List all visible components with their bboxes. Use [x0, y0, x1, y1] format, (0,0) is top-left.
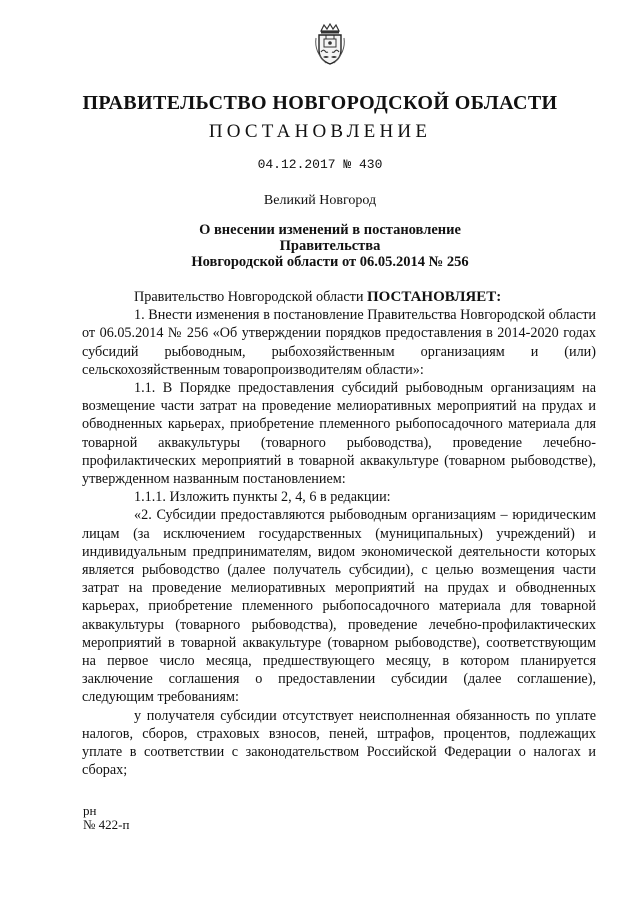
lead-text: Правительство Новгородской области — [134, 289, 367, 305]
lead-paragraph — [82, 288, 596, 306]
paragraph-1: 1. Внести изменения в постановление Правительства Новгородской области от 06.05.2014 № 256 «Об утверждении порядков предоставления в 2014-2020 годах субсидий рыбоводным, рыбохозяйственным организациям и (или) сельскохозяйственным товаропроизводителям области»: — [82, 307, 596, 378]
paragraph-1-1: 1.1. В Порядке предоставления субсидий рыбоводным организациям на возмещение части затрат на проведение мелиоративных мероприятий на прудах и обводненных карьерах, приобретение племенного рыбопосадочного материала для товарной аквакультуры (товарного рыбоводства), проведение лечебно-профилактических мероприятий в товарной аквакультуре (товарном рыбоводстве), утвержденном названным постановлением: — [82, 380, 596, 488]
subject-line-1: О внесении изменений в постановление Правительства — [199, 222, 461, 254]
footer-number: № 422-п — [83, 817, 130, 832]
date-and-number: 04.12.2017 № 430 — [257, 157, 383, 172]
subject-line-2: Новгородской области от 06.05.2014 № 256 — [191, 254, 469, 270]
city: Великий Новгород — [263, 193, 377, 208]
document-body — [82, 288, 596, 779]
paragraph-point-2: «2. Субсидии предоставляются рыбоводным организациям – юридическим лицам (за исключением государственных (муниципальных) учреждений) и индивидуальным предпринимателям, видом экономической деятельности которых является рыбоводство (далее получатель субсидии), с целью возмещения части затрат на проведение мелиоративных мероприятий на прудах и обводненных карьерах, приобретение племенного рыбопосадочного материала для товарной аквакультуры (товарного рыбоводства), проведение лечебно-профилактических мероприятий в товарной аквакультуре (товарном рыбоводстве), соответствующим на первое число месяца, предшествующего месяцу, в котором планируется заключение соглашения о предоставлении субсидии (далее соглашение), следующим требованиям: — [82, 507, 596, 706]
footer-marks — [83, 804, 129, 831]
coat-of-arms-icon — [312, 22, 348, 66]
document-type: ПОСТАНОВЛЕНИЕ — [208, 121, 432, 142]
paragraph-requirement: у получателя субсидии отсутствует неисполненная обязанность по уплате налогов, сборов, страховых взносов, пеней, штрафов, процентов, подлежащих уплате в соответствии с законодательством Российской Федерации о налогах и сборах; — [82, 707, 596, 779]
document-subject — [150, 222, 510, 270]
lead-keyword: ПОСТАНОВЛЯЕТ: — [366, 289, 502, 305]
paragraph-1-1-1: 1.1.1. Изложить пункты 2, 4, 6 в редакции: — [134, 489, 391, 506]
government-title: ПРАВИТЕЛЬСТВО НОВГОРОДСКОЙ ОБЛАСТИ — [82, 92, 558, 114]
footer-initials: рн — [83, 803, 97, 818]
